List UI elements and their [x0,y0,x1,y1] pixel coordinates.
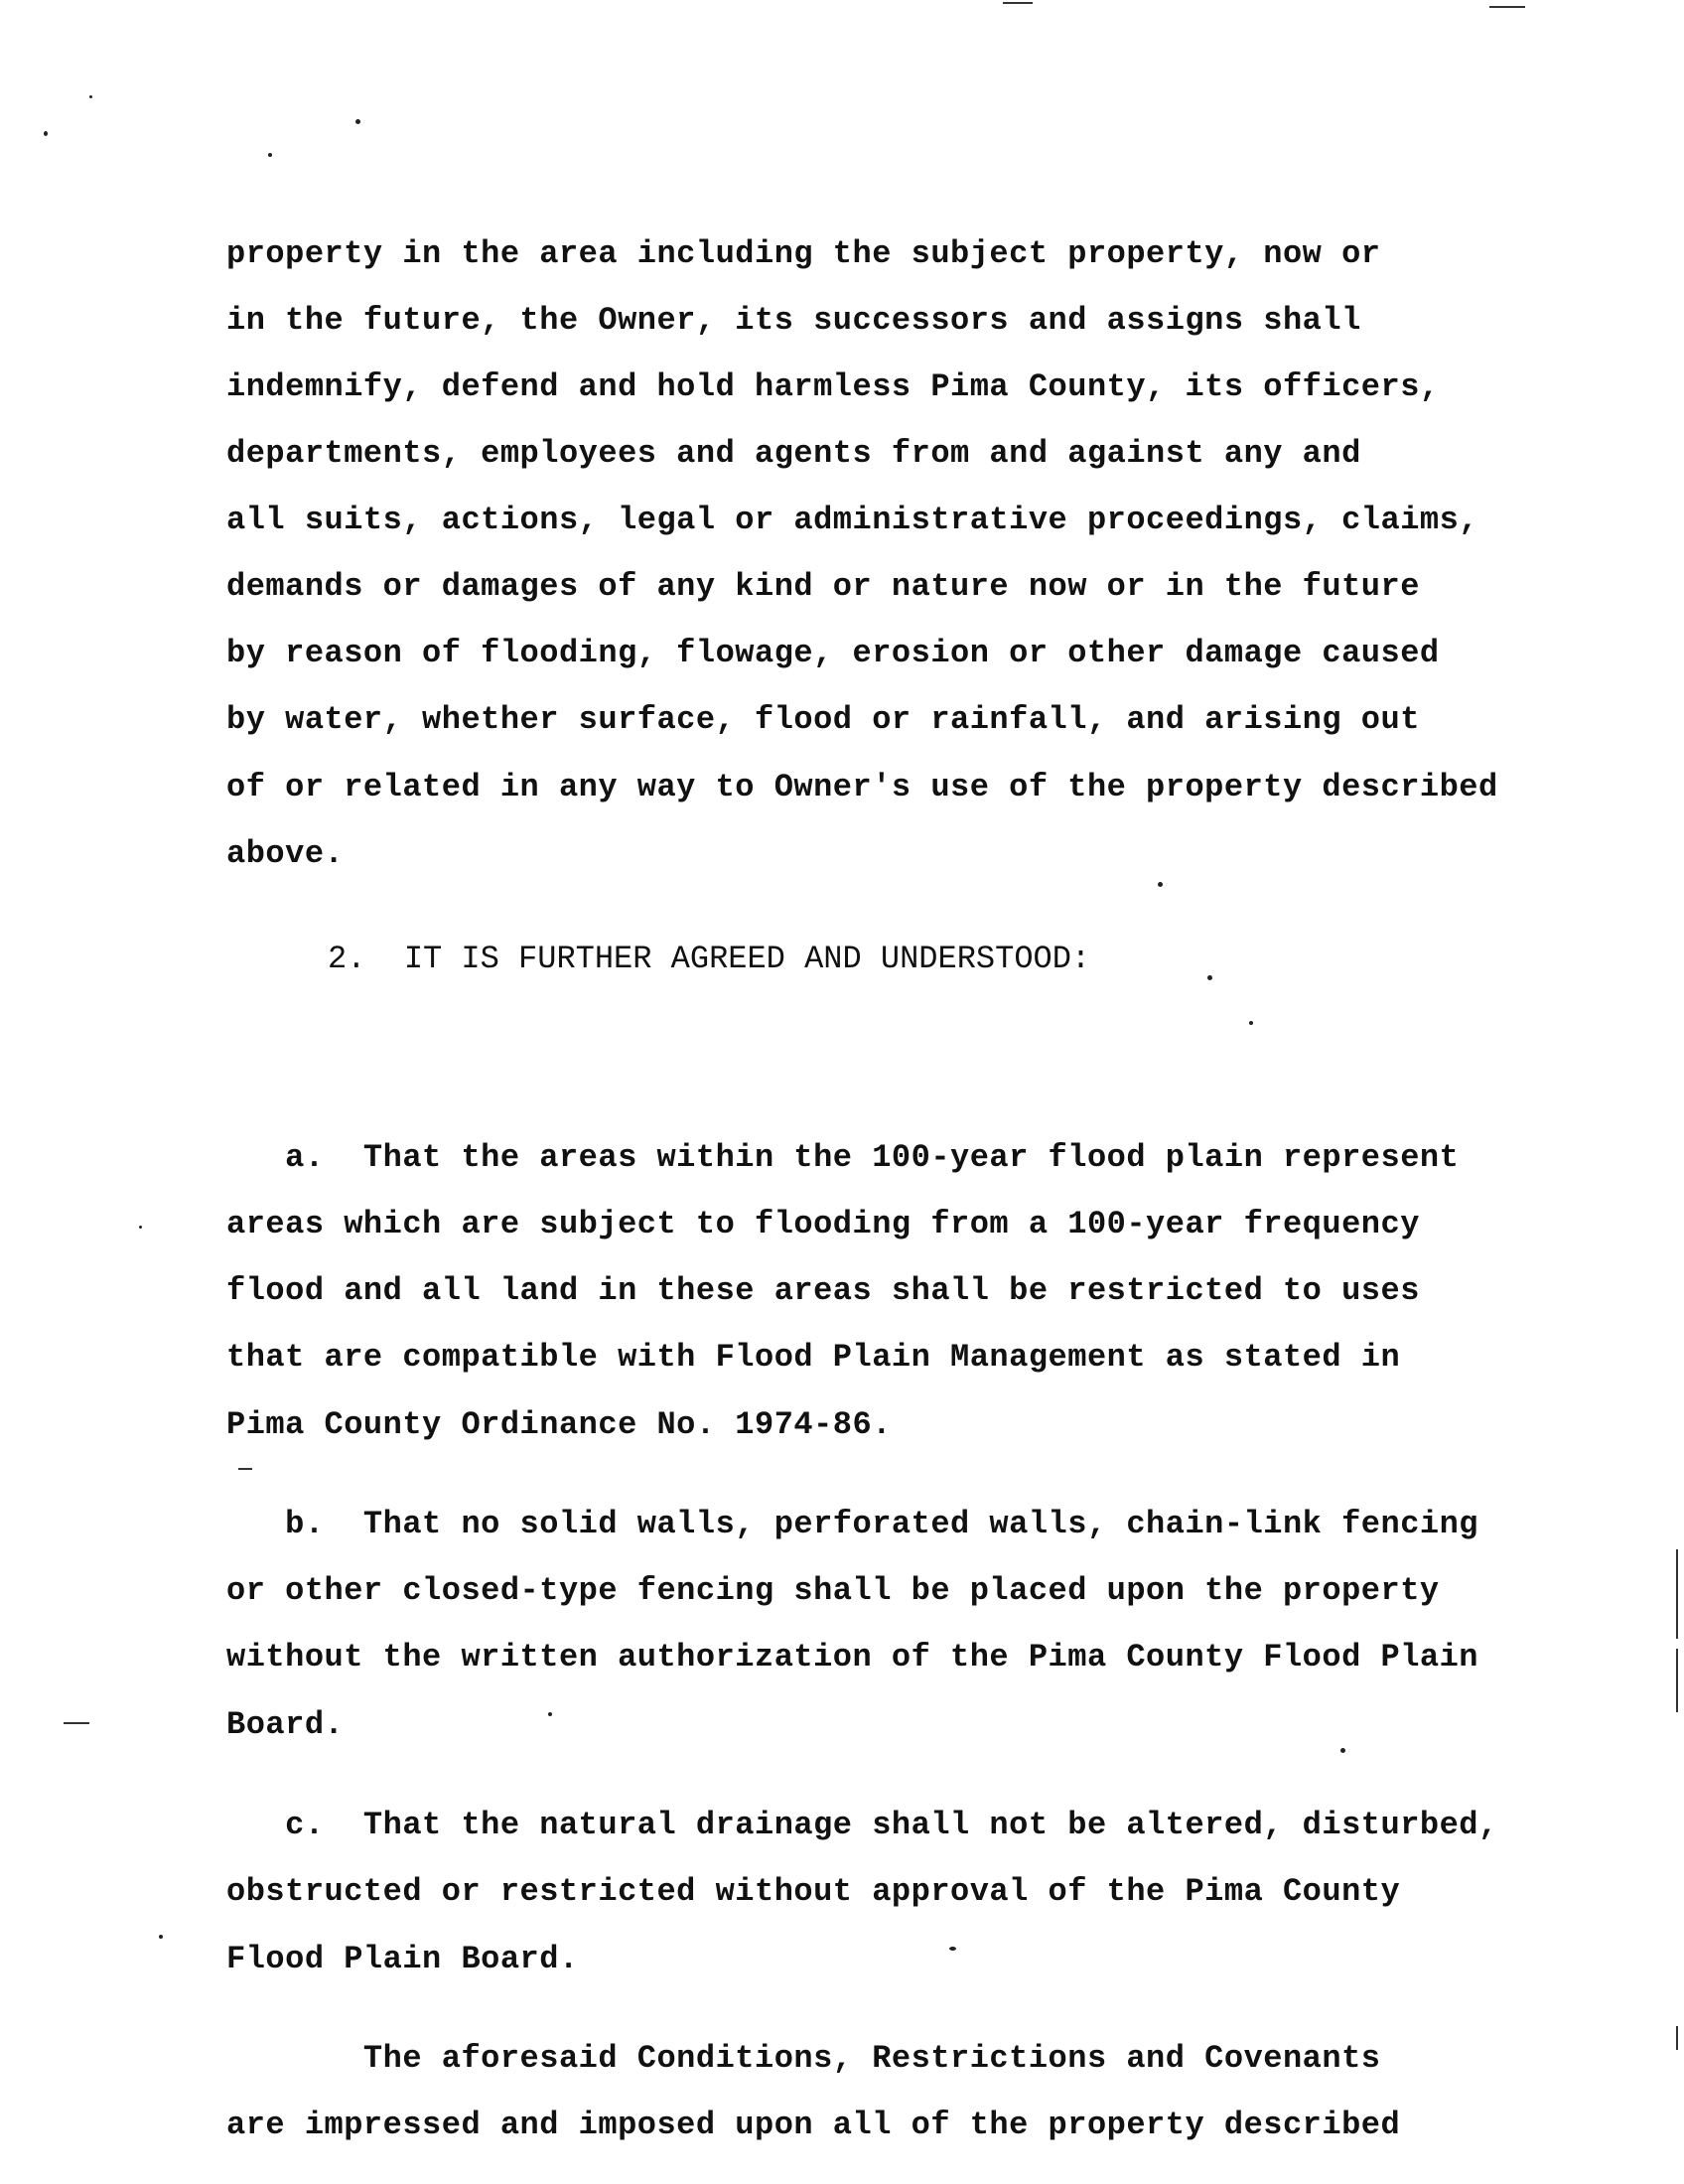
scan-speck [139,1226,142,1229]
scan-speck [44,131,48,136]
item-b-line: without the written authorization of the Pima County Flood Plain [226,1639,1478,1675]
scan-mark [64,1722,89,1724]
item-b-line: b. That no solid walls, perforated walls, chain-link fencing [226,1506,1478,1542]
scan-speck [949,1947,956,1951]
item-a-line: that are compatible with Flood Plain Management as stated in [226,1339,1401,1376]
scan-speck [1207,975,1212,980]
scan-speck [89,95,92,98]
item-b-line: or other closed-type fencing shall be placed upon the property [226,1572,1440,1609]
paragraph-1-line: in the future, the Owner, its successors and assigns shall [226,302,1361,339]
scan-mark [1676,1649,1678,1712]
section-2-heading: 2. IT IS FURTHER AGREED AND UNDERSTOOD: [328,941,1091,977]
scan-speck [268,153,272,157]
item-a-line: flood and all land in these areas shall be restricted to uses [226,1272,1420,1309]
paragraph-1-line: above. [226,835,345,872]
scan-mark [1676,1549,1678,1639]
scan-speck [548,1712,552,1716]
scan-mark [1489,6,1525,8]
scan-mark [1676,2026,1678,2050]
scan-mark [238,1468,252,1470]
item-a-line: Pima County Ordinance No. 1974-86. [226,1406,892,1443]
item-a-line: areas which are subject to flooding from a 100-year frequency [226,1206,1420,1242]
item-c-line: Flood Plain Board. [226,1941,579,1977]
item-c-line: c. That the natural drainage shall not be altered, disturbed, [226,1807,1498,1843]
scan-speck [159,1935,163,1939]
closing-line: are impressed and imposed upon all of the property described [226,2107,1401,2143]
paragraph-1-line: all suits, actions, legal or administrative proceedings, claims, [226,502,1478,538]
paragraph-1-line: by reason of flooding, flowage, erosion or other damage caused [226,635,1440,671]
closing-line: The aforesaid Conditions, Restrictions and Covenants [226,2040,1381,2077]
scan-speck [1340,1748,1345,1753]
item-b-line: Board. [226,1706,345,1743]
paragraph-1-line: property in the area including the subject property, now or [226,235,1381,272]
paragraph-1-line: demands or damages of any kind or nature now or in the future [226,568,1420,605]
scan-mark [1003,2,1033,4]
item-c-line: obstructed or restricted without approval of the Pima County [226,1873,1401,1910]
item-a-line: a. That the areas within the 100-year flood plain represent [226,1139,1460,1176]
paragraph-1-line: of or related in any way to Owner's use of the property described [226,769,1498,805]
scan-speck [355,119,360,124]
paragraph-1-line: by water, whether surface, flood or rainfall, and arising out [226,701,1420,738]
scan-speck [1249,1021,1253,1025]
scan-speck [1158,882,1163,887]
paragraph-1-line: departments, employees and agents from and against any and [226,435,1361,472]
paragraph-1-line: indemnify, defend and hold harmless Pima County, its officers, [226,368,1440,405]
